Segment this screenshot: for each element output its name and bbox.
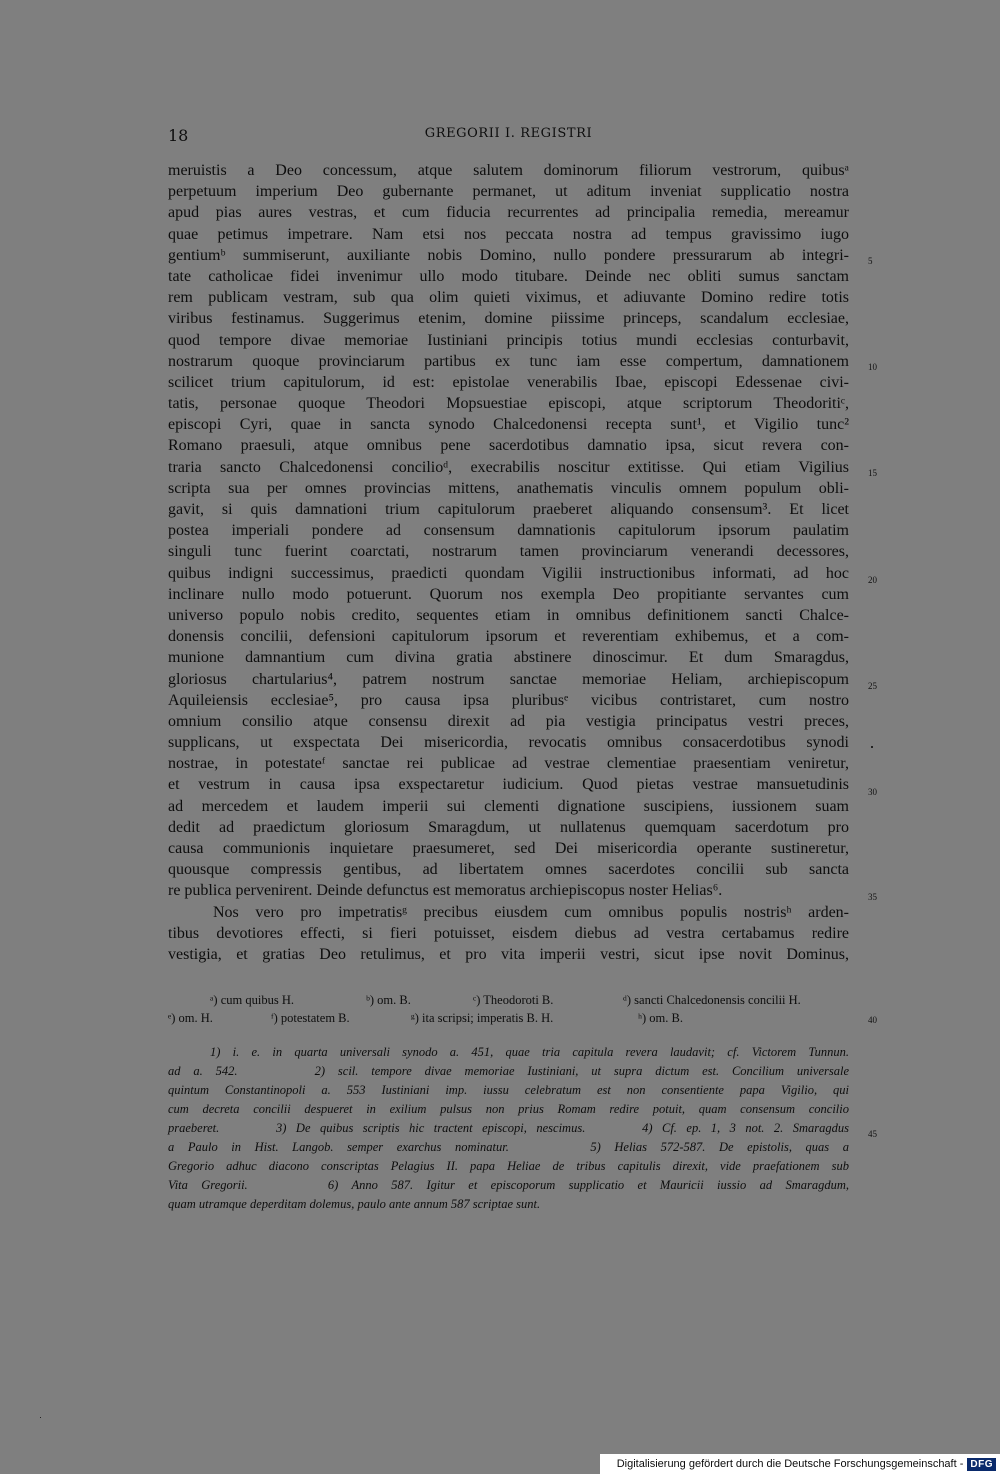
text-line: quousque compressis gentibus, ad libertatem omnes sacerdotes concilii sub sancta <box>168 861 849 879</box>
text-line: omnium consilio atque consensu direxit ad pia vestigia principatus vestri preces, <box>168 712 849 730</box>
line-number: 15 <box>868 468 877 478</box>
note-line: cum decreta concilii despueret in exilium pulsus non prius Romam redire potuit, quam consensum concilio <box>168 1102 849 1116</box>
text-line: supplicans, ut exspectata Dei misericordia, revocatis omnibus consacerdotibus synodi <box>168 734 849 752</box>
page-number: 18 <box>168 126 189 145</box>
text-line: quibus indigni successimus, praedicti quondam Vigilii instructionibus informati, ad hoc <box>168 564 849 582</box>
line-number: 40 <box>868 1015 877 1025</box>
apparatus-row <box>168 1009 849 1027</box>
main-text <box>168 160 849 965</box>
explanatory-notes <box>168 1043 849 1214</box>
text-line: universo populo nobis credito, sequentes etiam in omnibus definitionem sancti Chalce- <box>168 606 849 624</box>
text-line: viribus festinamus. Suggerimus etenim, domine piissime princeps, scandalum ecclesiae, <box>168 310 849 328</box>
apparatus-entry: ᵉ) om. H. <box>168 1011 213 1025</box>
text-line: perpetuum imperium Deo gubernante permanet, ut aditum inveniat supplicatio nostra <box>168 183 849 201</box>
text-line: inclinare nullo modo potuerunt. Quorum nos exempla Deo propitiante servantes cum <box>168 585 849 603</box>
scan-speck <box>871 746 873 748</box>
text-line: apud pias aures vestras, et cum fiducia recurrentes ad principalia remedia, mereamur <box>168 204 849 222</box>
line-number: 30 <box>868 787 877 797</box>
line-number: 5 <box>868 256 873 266</box>
note-line: praeberet. 3) De quibus scriptis hic tractent episcopi, nescimus. 4) Cf. ep. 1, 3 not. 2. Smaragdus <box>168 1121 849 1135</box>
text-line: ad mercedem et laudem imperii sui clementi dignatione suscipiens, iussionem suam <box>168 797 849 815</box>
text-line: singuli tunc fuerint coarctati, nostrarum tamen provinciarum venerandi decessores, <box>168 543 849 561</box>
text-line: tatis, personae quoque Theodori Mopsuestiae episcopi, atque scriptorum Theodoritiᶜ, <box>168 395 849 413</box>
apparatus-row <box>168 991 849 1009</box>
text-line: quod tempore divae memoriae Iustiniani principis totius mundi ecclesias conturbavit, <box>168 331 849 349</box>
text-line: episcopi Cyri, quae in sancta synodo Chalcedonensi recepta sunt¹, et Vigilio tunc² <box>168 416 849 434</box>
running-title: GREGORII I. REGISTRI <box>424 126 593 141</box>
text-line: gentiumᵇ summiserunt, auxiliante nobis Domino, nullo pondere pressurarum ab integri- <box>168 246 849 264</box>
text-line: causa communionis inquietare praesumeret, sed Dei misericordia operante sustineretur, <box>168 840 849 857</box>
line-number: 25 <box>868 681 877 691</box>
text-line: vestigia, et gratias Deo retulimus, et pro vita imperii vestri, sicut ipse novit Dominus, <box>168 945 849 963</box>
text-line: postea imperiali pondere ad consensum damnationis capitulorum ipsorum paulatim <box>168 522 849 540</box>
text-line: tibus devotiores effecti, si fieri potuisset, eisdem diebus ad vestra certabamus redire <box>168 924 849 942</box>
text-line: scripta sua per omnes provincias mittens, anathematis vinculis omnem populum obli- <box>168 479 849 497</box>
apparatus-entry: ᶜ) Theodoroti B. <box>473 993 554 1007</box>
line-number: 20 <box>868 575 877 585</box>
apparatus-entry: ᵍ) ita scripsi; imperatis B. H. <box>411 1011 554 1025</box>
note-line: Gregorio adhuc diacono conscriptas Pelagius II. papa Heliae de tribus capitulis direxit, vide praefationem sub <box>168 1159 849 1173</box>
text-line: quae petimus impetrare. Nam etsi nos peccata nostra ad tempus gravissimo iugo <box>168 225 849 243</box>
text-line: rem publicam vestram, sub qua olim quieti viximus, et adiuvante Domino redire totis <box>168 289 849 307</box>
line-number: 10 <box>868 362 877 372</box>
text-line: tate catholicae fidei invenimur ullo modo titubare. Deinde nec obliti sumus sanctam <box>168 267 849 285</box>
dfg-logo: DFG <box>967 1458 996 1471</box>
scan-speck <box>40 1417 41 1418</box>
critical-apparatus <box>168 991 849 1027</box>
apparatus-entry: ᶠ) potestatem B. <box>271 1011 350 1025</box>
page-header <box>168 126 849 148</box>
note-line: ad a. 542. 2) scil. tempore divae memoriae Iustiniani, ut supra dictum est. Concilium universale <box>168 1064 849 1078</box>
text-line: traria sancto Chalcedonensi concilioᵈ, execrabilis noscitur extitisse. Qui etiam Vigilius <box>168 458 849 476</box>
note-line: quintum Constantinopoli a. 553 Iustiniani imp. iussu celebratum est non consentiente papa Vigilio, qui <box>168 1083 849 1097</box>
text-line: re publica pervenirent. Deinde defunctus est memoratus archiepiscopus noster Helias⁶. <box>168 882 723 900</box>
line-number: 35 <box>868 892 877 902</box>
line-number: 45 <box>868 1129 877 1139</box>
text-line: scilicet trium capitulorum, id est: epistolae venerabilis Ibae, episcopi Edessenae civi- <box>168 373 849 391</box>
note-line: a Paulo in Hist. Langob. semper exarchus nominatur. 5) Helias 572-587. De epistolis, quas a <box>168 1140 849 1154</box>
text-line: meruistis a Deo concessum, atque salutem dominorum filiorum vestrorum, quibusᵃ <box>168 162 849 179</box>
text-line: munione damnantium cum divina gratia abstinere dinoscimur. Et dum Smaragdus, <box>168 649 849 667</box>
apparatus-entry: ᵇ) om. B. <box>366 993 411 1007</box>
note-line: Vita Gregorii. 6) Anno 587. Igitur et episcoporum supplicatio et Mauricii iussio ad Smaragdum, <box>168 1178 849 1192</box>
note-line: 1) i. e. in quarta universali synodo a. 451, quae tria capitula revera laudavit; cf. Victorem Tunnun. <box>210 1045 849 1059</box>
text-line: Romano praesuli, atque omnibus pene sacerdotibus damnatio ipsa, sicut revera con- <box>168 437 849 455</box>
apparatus-entry: ʰ) om. B. <box>638 1011 683 1025</box>
note-line: quam utramque deperditam dolemus, paulo ante annum 587 scriptae sunt. <box>168 1197 541 1211</box>
apparatus-entry: ᵃ) cum quibus H. <box>210 993 294 1007</box>
text-line: nostrae, in potestateᶠ sanctae rei publicae ad vestrae clementiae praesentiam veniretur, <box>168 755 849 773</box>
text-line: gavit, si quis damnationi trium capitulorum praeberet aliquando consensum³. Et licet <box>168 501 849 518</box>
apparatus-entry: ᵈ) sancti Chalcedonensis concilii H. <box>623 993 801 1007</box>
footer-bar <box>600 1454 1000 1474</box>
text-line: donensis concilii, defensioni capitulorum ipsorum et reverentiam exhibemus, et a com- <box>168 628 849 646</box>
text-line: dedit ad praedictum gloriosum Smaragdum, ut nullatenus quemquam sacerdotum pro <box>168 818 849 836</box>
text-line: Aquileiensis ecclesiae⁵, pro causa ipsa pluribusᵉ vicibus contristaret, cum nostro <box>168 691 849 709</box>
text-line: nostrarum quoque provinciarum partibus ex tunc iam esse compertum, damnationem <box>168 352 849 370</box>
text-line: Nos vero pro impetratisᵍ precibus eiusdem cum omnibus populis nostrisʰ arden- <box>213 903 849 921</box>
text-line: gloriosus chartularius⁴, patrem nostrum sanctae memoriae Heliam, archiepiscopum <box>168 670 849 688</box>
text-line: et vestrum in causa ipsa exspectaretur iudicium. Quod pietas vestrae mansuetudinis <box>168 776 849 794</box>
footer-text: Digitalisierung gefördert durch die Deutsche Forschungsgemeinschaft - <box>616 1458 964 1470</box>
